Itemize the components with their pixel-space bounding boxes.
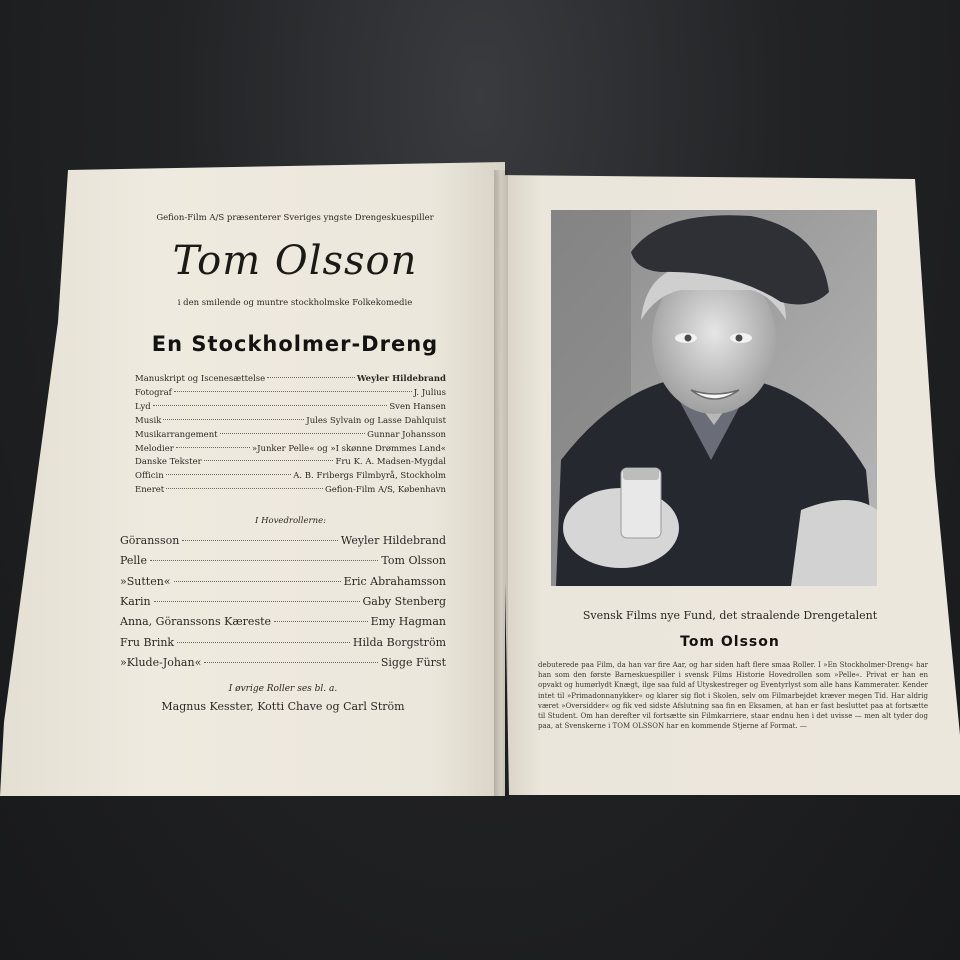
cast-heading: I Hovedrollerne: — [255, 516, 326, 526]
credit-row — [135, 457, 446, 470]
other-roles-heading: I øvrige Roller ses bl. a. — [228, 684, 338, 694]
leader-dots — [150, 560, 378, 561]
boy-portrait-photo — [551, 210, 877, 586]
credit-row — [135, 374, 446, 387]
credit-label: Musikarrangement — [135, 429, 218, 440]
cast-role: Karin — [120, 594, 151, 608]
cast-role: Göransson — [120, 534, 180, 547]
actor-biography: debuterede paa Film, da han var fire Aar, og har siden haft flere smaa Roller. I »En Stockholmer-Dreng« har han som den første Barneskuespiller i svensk Films Historie Hovedrollen som »Pelle«. Privat er han en opvakt og humørlydt Knægt, ilge saa fuld af Utyskestreger og Eventyrlyst som alle hans Kammerater. Kender intet til »Primadonnanykker« og klarer sig flot i Skolen, selv om Filmarbejdet kræver megen Tid. Har aldrig været »Oversidder« og fik ved sidste Afslutning saa fin en Eksamen, at han er fast besluttet paa at fortsætte til Student. Om han derefter vil fortsætte sin Filmkarriere, staar endnu hen i det uvisse — men alt tyder dog paa, at Svenskerne i TOM OLSSON har en kommende Stjerne af Format. — — [538, 661, 928, 731]
leader-dots — [274, 621, 368, 622]
cast-role: Fru Brink — [120, 635, 175, 649]
cast-row — [120, 636, 446, 654]
credit-label: Manuskript og Iscenesættelse — [135, 374, 266, 384]
cast-row — [120, 575, 446, 593]
credit-label: Lyd — [135, 401, 151, 412]
cast-row — [120, 615, 446, 633]
photo-caption: Svensk Films nye Fund, det straalende Drengetalent — [582, 609, 878, 622]
cast-role: Anna, Göranssons Kæreste — [120, 615, 272, 629]
booklet-spine — [494, 170, 508, 796]
credit-value: Jules Sylvain og Lasse Dahlquist — [306, 415, 446, 426]
leader-dots — [204, 460, 334, 461]
cast-actor: Eric Abrahamsson — [343, 574, 446, 588]
credit-value: J. Julius — [413, 387, 446, 398]
cast-role: »Klude-Johan« — [120, 655, 202, 669]
cast-row — [120, 534, 446, 552]
star-name-script: Tom Olsson — [172, 238, 418, 284]
credit-value: Gunnar Johansson — [367, 429, 446, 440]
credit-value: A. B. Fribergs Filmbyrå, Stockholm — [293, 471, 446, 482]
credit-value: Fru K. A. Madsen-Mygdal — [335, 457, 446, 468]
cast-row — [120, 595, 446, 613]
credit-row — [135, 444, 446, 457]
cast-role: Pelle — [120, 554, 147, 568]
leader-dots — [174, 391, 412, 392]
credit-value: Sven Hansen — [389, 401, 446, 412]
leader-dots — [166, 488, 323, 489]
leader-dots — [154, 601, 360, 602]
cast-row — [120, 554, 446, 572]
cast-role: »Sutten« — [120, 574, 171, 588]
credit-row — [135, 402, 446, 415]
credit-label: Fotograf — [135, 387, 172, 398]
credit-label: Eneret — [135, 485, 165, 496]
actor-name-heading: Tom Olsson — [680, 634, 780, 650]
other-roles-names: Magnus Kesster, Kotti Chave og Carl Ström — [161, 700, 405, 713]
leader-dots — [153, 405, 388, 406]
leader-dots — [166, 474, 292, 475]
credit-row — [135, 471, 446, 484]
cast-actor: Tom Olsson — [381, 554, 446, 568]
leader-dots — [204, 662, 378, 663]
credit-label: Danske Tekster — [135, 457, 202, 468]
leader-dots — [220, 433, 365, 434]
credit-row — [135, 485, 446, 498]
credit-value: Gefion-Film A/S, København — [324, 485, 446, 496]
presents-line: Gefion-Film A/S præsenterer Sveriges yngste Drengeskuespiller — [156, 213, 434, 223]
cast-actor: Weyler Hildebrand — [340, 534, 446, 547]
credit-value: »Junker Pelle« og »I skønne Drømmes Land« — [251, 443, 446, 454]
cast-actor: Gaby Stenberg — [362, 594, 446, 608]
film-subtitle: i den smilende og muntre stockholmske Folkekomedie — [177, 298, 413, 308]
cast-row — [120, 656, 446, 674]
credit-row — [135, 416, 446, 429]
credit-label: Officin — [135, 471, 164, 482]
credit-label: Musik — [135, 415, 162, 426]
credit-label: Melodier — [135, 443, 174, 454]
leader-dots — [176, 447, 250, 448]
leader-dots — [267, 377, 355, 378]
cast-actor: Sigge Fürst — [380, 655, 446, 669]
leader-dots — [177, 642, 350, 643]
leader-dots — [182, 540, 338, 541]
credit-value: Weyler Hildebrand — [356, 374, 446, 384]
cast-actor: Hilda Borgström — [352, 635, 446, 649]
leader-dots — [163, 419, 304, 420]
credit-row — [135, 388, 446, 401]
leader-dots — [174, 581, 341, 582]
film-title: En Stockholmer-Dreng — [151, 332, 439, 356]
cast-actor: Emy Hagman — [370, 615, 446, 629]
credit-row — [135, 430, 446, 443]
